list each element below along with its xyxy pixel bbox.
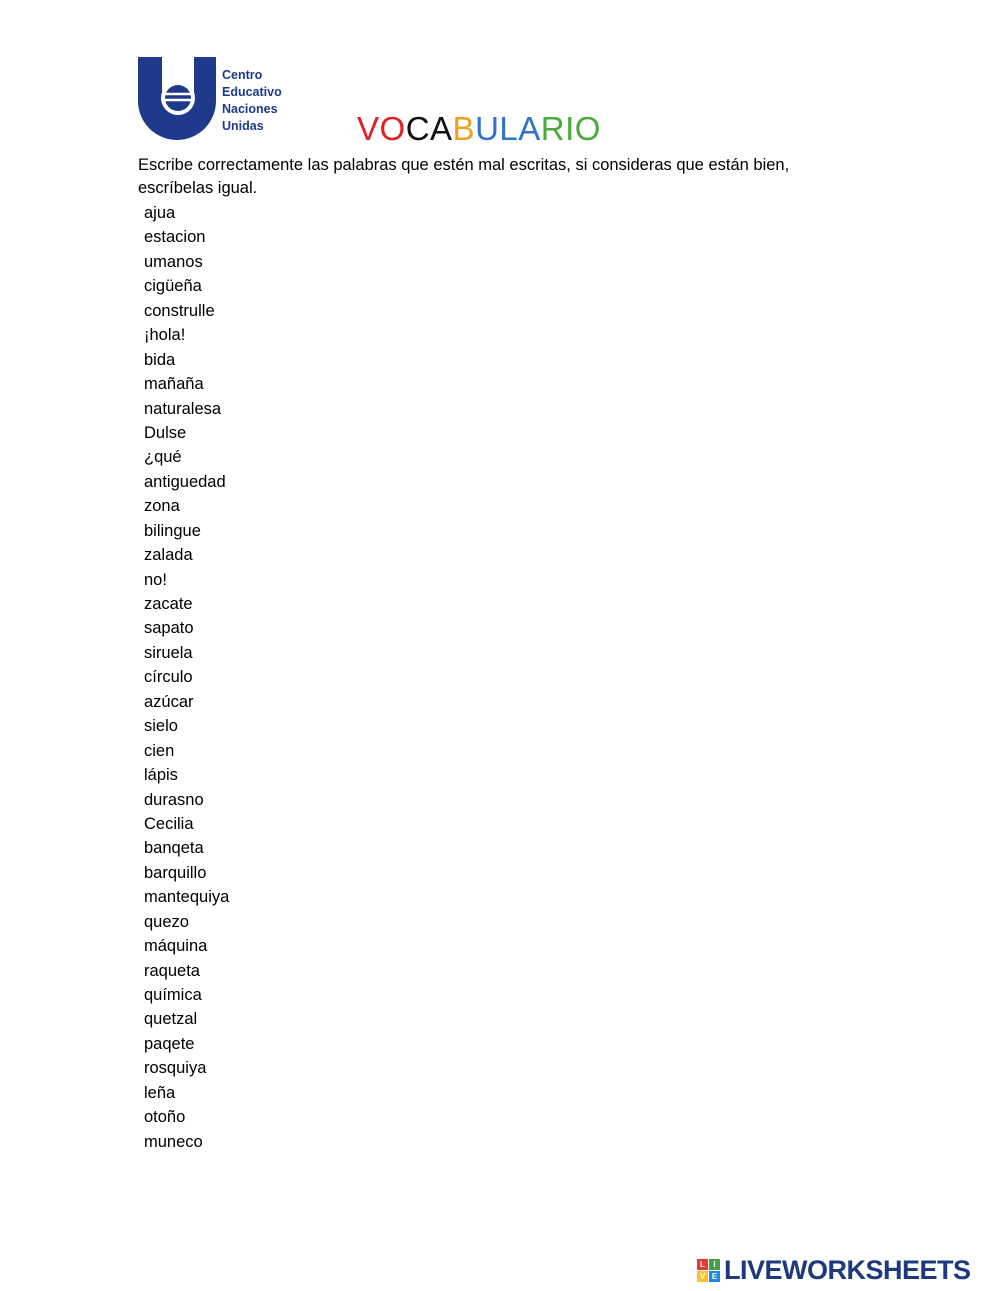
word-item: otoño: [144, 1108, 186, 1127]
brand-icon-tile: L: [697, 1259, 708, 1270]
school-name-line: Unidas: [222, 119, 264, 133]
school-emblem-icon: [138, 57, 218, 143]
word-item: zona: [144, 497, 180, 516]
liveworksheets-wordmark: LIVEWORKSHEETS: [724, 1255, 971, 1285]
word-item: paqete: [144, 1034, 195, 1053]
word-item: ¡hola!: [144, 326, 186, 345]
word-item: ajua: [144, 204, 176, 222]
word-item: máquina: [144, 937, 208, 956]
word-item: construlle: [144, 301, 215, 320]
word-item: Dulse: [144, 423, 187, 442]
word-item: antiguedad: [144, 472, 226, 491]
word-item: zalada: [144, 546, 193, 565]
title-letter: A: [518, 110, 541, 147]
word-item: zacate: [144, 595, 193, 613]
school-name: [222, 67, 302, 135]
instructions-text: Escribe correctamente las palabras que estén mal escritas, si consideras que están bien, escríbelas igual.: [138, 156, 790, 197]
word-item: durasno: [144, 790, 204, 809]
word-item: no!: [144, 570, 167, 589]
word-item: cien: [144, 741, 175, 760]
word-item: bilingue: [144, 521, 201, 540]
title-letter: I: [565, 110, 575, 147]
word-item: raqueta: [144, 961, 200, 980]
word-item: química: [144, 986, 202, 1004]
title-letter: L: [499, 110, 519, 147]
word-item: banqeta: [144, 839, 204, 858]
word-item: quetzal: [144, 1010, 198, 1029]
word-item: bida: [144, 350, 176, 369]
page-title: [357, 109, 601, 149]
title-letter: V: [357, 110, 380, 147]
word-item: ¿qué: [144, 448, 182, 467]
title-letter: C: [405, 110, 431, 147]
brand-icon-tile: E: [709, 1271, 720, 1282]
school-name-line: Educativo: [222, 85, 282, 99]
word-item: leña: [144, 1083, 176, 1102]
title-letter: R: [540, 110, 566, 147]
word-item: mañaña: [144, 375, 204, 394]
word-item: quezo: [144, 912, 189, 931]
word-item: siruela: [144, 643, 193, 662]
word-item: naturalesa: [144, 399, 222, 418]
word-item: círculo: [144, 668, 193, 687]
word-item: lápis: [144, 766, 178, 785]
word-item: azúcar: [144, 692, 194, 711]
word-item: mantequiya: [144, 888, 230, 907]
word-item: barquillo: [144, 863, 207, 882]
title-letter: U: [475, 110, 500, 147]
word-item: estacion: [144, 228, 206, 247]
word-item: sapato: [144, 619, 194, 638]
word-item: cigüeña: [144, 277, 202, 296]
brand-icon-tile: V: [697, 1271, 708, 1282]
liveworksheets-icon: [697, 1259, 720, 1283]
school-name-line: Centro: [222, 68, 263, 82]
brand-icon-tile: I: [709, 1259, 720, 1270]
school-name-line: Naciones: [222, 102, 278, 116]
title-letter: A: [430, 110, 453, 147]
word-item: Cecilia: [144, 814, 194, 833]
title-letter: O: [379, 110, 406, 147]
word-item: muneco: [144, 1132, 203, 1151]
school-logo: [138, 57, 298, 143]
title-letter: B: [452, 110, 476, 147]
word-item: umanos: [144, 252, 203, 271]
word-list: [144, 201, 229, 1154]
title-letter: O: [574, 110, 601, 147]
word-item: sielo: [144, 717, 178, 736]
word-item: rosquiya: [144, 1059, 207, 1078]
